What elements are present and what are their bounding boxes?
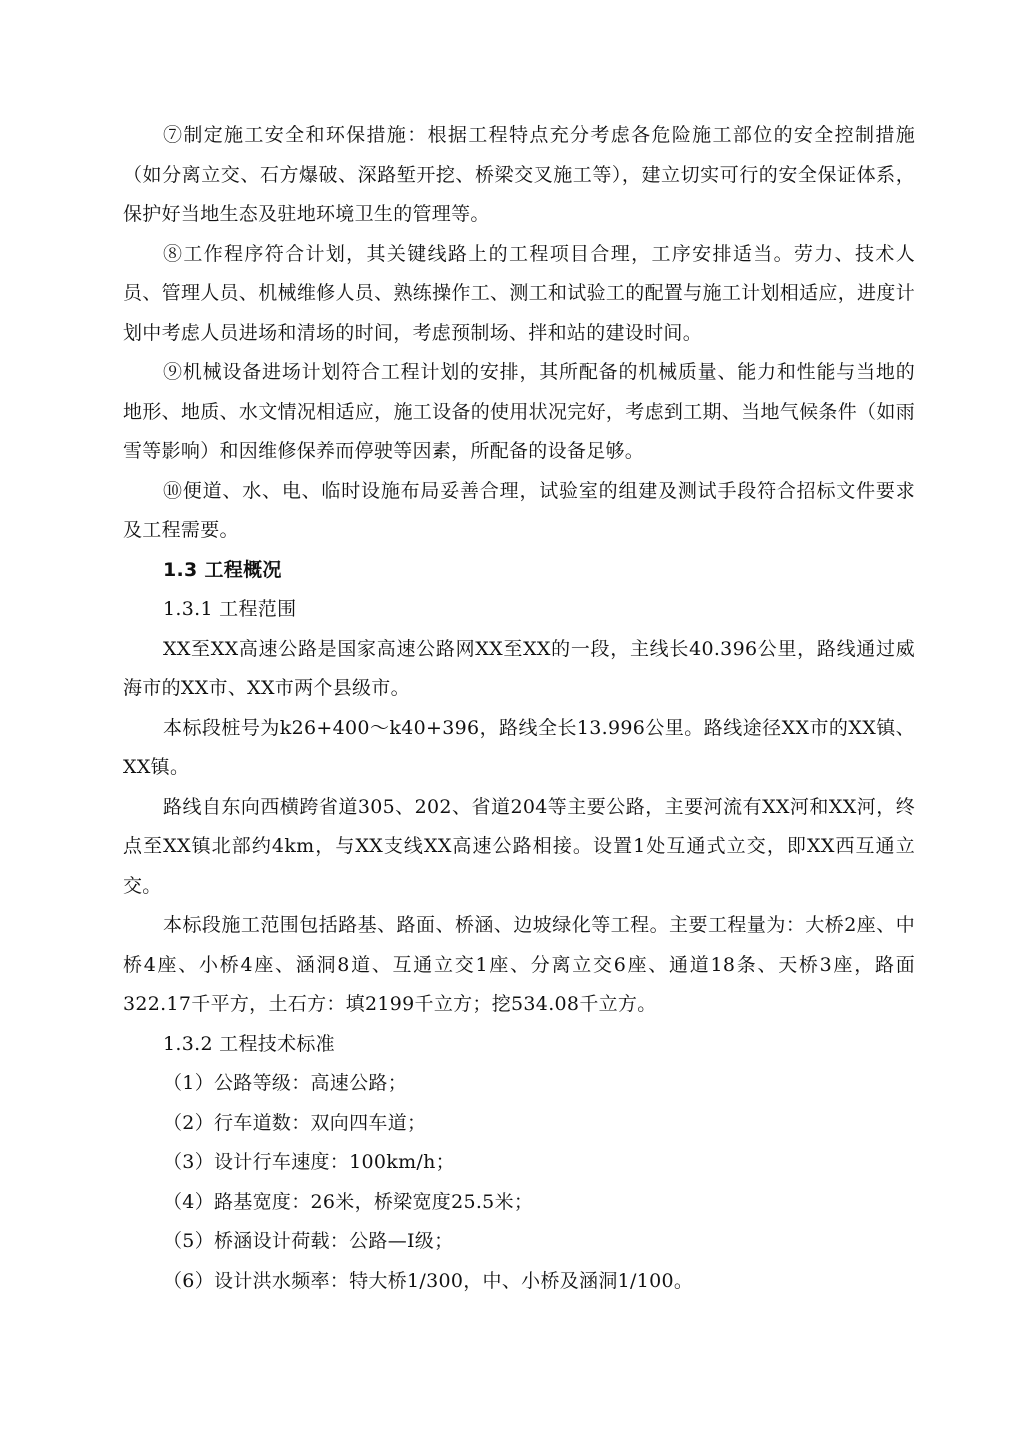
subsection-heading-standards: 1.3.2 工程技术标准 <box>163 1032 335 1055</box>
subsection-heading-scope: 1.3.1 工程范围 <box>163 598 297 620</box>
standard-item: （2）行车道数：双向四车道； <box>163 1111 427 1134</box>
standard-item: （5）桥涵设计荷载：公路—Ⅰ级； <box>163 1230 454 1252</box>
paragraph-work-procedure: ⑧工作程序符合计划，其关键线路上的工程项目合理，工序安排适当。劳力、技术人员、管理人员、机械维修人员、熟练操作工、测工和试验工的配置与施工计划相适应，进度计划中考虑人员进场和清场的时间，考虑预制场、拌和站的建设时间。 <box>123 242 915 344</box>
standard-item: （1）公路等级：高速公路； <box>163 1072 407 1094</box>
paragraph-construction-scope: 本标段施工范围包括路基、路面、桥涵、边坡绿化等工程。主要工程量为：大桥2座、中桥4座、小桥4座、涵洞8道、互通立交1座、分离立交6座、通道18条、天桥3座，路面322.17千平方，土石方：填2199千立方；挖534.08千立方。 <box>123 914 915 1015</box>
document-body <box>123 116 915 1301</box>
paragraph-route-crossing: 路线自东向西横跨省道305、202、省道204等主要公路，主要河流有XX河和XX河，终点至XX镇北部约4km，与XX支线XX高速公路相接。设置1处互通式立交，即XX西互通立交。 <box>123 795 915 897</box>
paragraph-equipment-plan: ⑨机械设备进场计划符合工程计划的安排，其所配备的机械质量、能力和性能与当地的地形、地质、水文情况相适应，施工设备的使用状况完好，考虑到工期、当地气候条件（如雨雪等影响）和因维修保养而停驶等因素，所配备的设备足够。 <box>123 361 915 462</box>
standard-item: （3）设计行车速度：100km/h； <box>163 1151 455 1173</box>
paragraph-safety-measures: ⑦制定施工安全和环保措施：根据工程特点充分考虑各危险施工部位的安全控制措施（如分离立交、石方爆破、深路堑开挖、桥梁交叉施工等），建立切实可行的安全保证体系，保护好当地生态及驻地环境卫生的管理等。 <box>123 124 915 225</box>
standard-item: （6）设计洪水频率：特大桥1/300，中、小桥及涵洞1/100。 <box>163 1269 694 1292</box>
paragraph-temporary-facilities: ⑩便道、水、电、临时设施布局妥善合理，试验室的组建及测试手段符合招标文件要求及工程需要。 <box>123 479 915 541</box>
standard-item: （4）路基宽度：26米，桥梁宽度25.5米； <box>163 1190 534 1213</box>
paragraph-highway-overview: XX至XX高速公路是国家高速公路网XX至XX的一段，主线长40.396公里，路线通过威海市的XX市、XX市两个县级市。 <box>123 637 915 699</box>
paragraph-section-stake: 本标段桩号为k26+400～k40+396，路线全长13.996公里。路线途径XX市的XX镇、XX镇。 <box>123 716 915 778</box>
section-heading: 1.3 工程概况 <box>163 558 282 581</box>
